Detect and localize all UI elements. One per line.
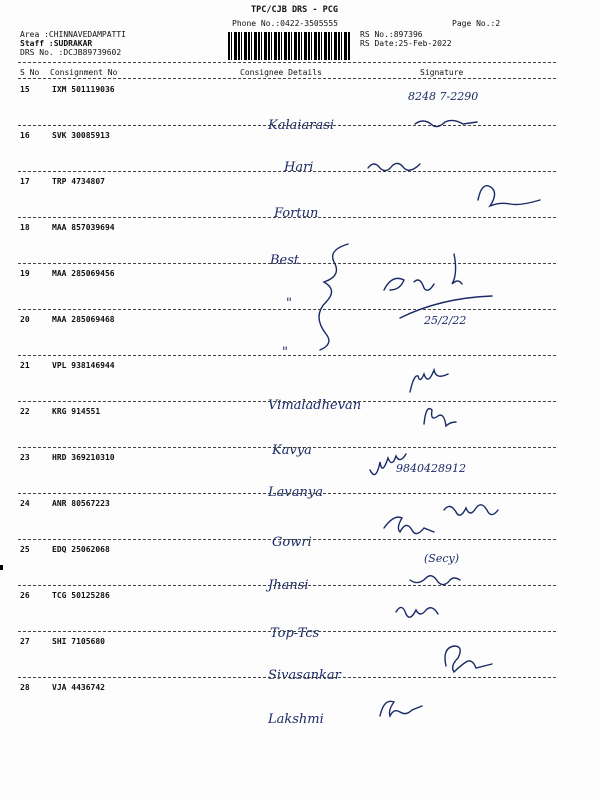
row-consignment-no: VJA 4436742 — [52, 683, 105, 692]
row-consignee-handwritten: Hari — [284, 160, 314, 175]
row-consignee-handwritten: Kavya — [272, 443, 312, 458]
phone-number: Phone No.:0422-3505555 — [232, 19, 338, 28]
row-consignee-handwritten: Top-Tcs — [270, 626, 320, 641]
row-consignment-no: ANR 80567223 — [52, 499, 110, 508]
row-consignment-no: HRD 369210310 — [52, 453, 115, 462]
row-consignee-handwritten: Gowri — [272, 535, 312, 550]
punch-mark — [0, 565, 3, 570]
row-consignee-handwritten: " — [286, 296, 292, 311]
area-field: Area :CHINNAVEDAMPATTI — [20, 30, 126, 39]
row-sno: 18 — [20, 223, 30, 232]
sheet-title: TPC/CJB DRS - PCG — [251, 5, 338, 15]
row-consignee-handwritten: Sivasankar — [268, 668, 341, 683]
row-consignment-no: MAA 285069456 — [52, 269, 115, 278]
row-signature-note: (Secy) — [424, 552, 460, 565]
rs-date: RS Date:25-Feb-2022 — [360, 39, 452, 48]
col-sno: S No — [20, 68, 40, 77]
row-sno: 24 — [20, 499, 30, 508]
row-consignee-handwritten: Lakshmi — [268, 712, 324, 727]
row-consignee-handwritten: Kalaiarasi — [268, 118, 335, 133]
row-consignment-no: TCG 50125286 — [52, 591, 110, 600]
row-consignment-no: KRG 914551 — [52, 407, 101, 416]
row-sno: 21 — [20, 361, 30, 370]
row-consignment-no: IXM 501119036 — [52, 85, 115, 94]
row-consignment-no: MAA 857039694 — [52, 223, 115, 232]
row-signature-note: 8248 7-2290 — [408, 90, 479, 103]
row-sno: 26 — [20, 591, 30, 600]
row-consignee-handwritten: Jhansi — [268, 578, 309, 593]
row-sno: 23 — [20, 453, 30, 462]
row-sno: 27 — [20, 637, 30, 646]
col-consignment: Consignment No — [50, 68, 118, 77]
col-signature: Signature — [420, 68, 464, 77]
staff-field: Staff :SUDRAKAR — [20, 39, 93, 48]
row-consignee-handwritten: Lavanya — [268, 485, 323, 500]
row-consignee-handwritten: Fortun — [274, 206, 319, 221]
row-signature-note: 9840428912 — [396, 462, 466, 475]
row-consignee-handwritten: Best — [270, 253, 300, 268]
row-sno: 25 — [20, 545, 30, 554]
rs-number: RS No.:897396 — [360, 30, 423, 39]
row-sno: 20 — [20, 315, 30, 324]
row-sno: 28 — [20, 683, 30, 692]
row-signature-note: 25/2/22 — [424, 314, 467, 327]
row-consignment-no: EDQ 25062068 — [52, 545, 110, 554]
row-consignment-no: VPL 938146944 — [52, 361, 115, 370]
row-sno: 16 — [20, 131, 30, 140]
row-consignment-no: TRP 4734807 — [52, 177, 105, 186]
row-consignment-no: SVK 30085913 — [52, 131, 110, 140]
row-consignment-no: SHI 7105680 — [52, 637, 105, 646]
drs-number: DRS No. :DCJB89739602 — [20, 48, 122, 57]
row-sno: 17 — [20, 177, 30, 186]
row-consignee-handwritten: Vimaladhevan — [268, 398, 362, 413]
page-number: Page No.:2 — [452, 19, 501, 28]
col-consignee: Consignee Details — [240, 68, 322, 77]
row-sno: 22 — [20, 407, 30, 416]
row-sno: 19 — [20, 269, 30, 278]
row-consignment-no: MAA 285069468 — [52, 315, 115, 324]
row-consignee-handwritten: " — [282, 345, 288, 360]
row-sno: 15 — [20, 85, 30, 94]
